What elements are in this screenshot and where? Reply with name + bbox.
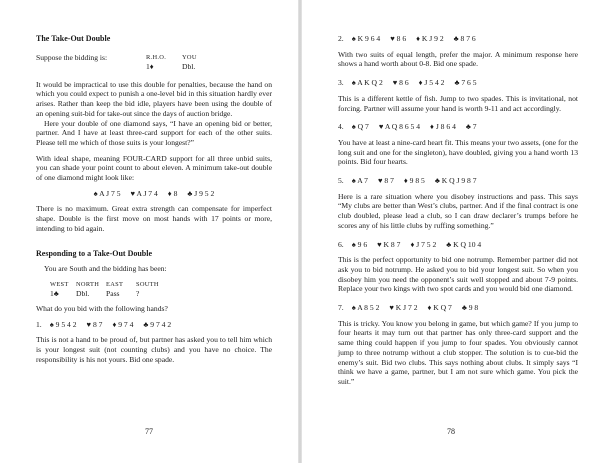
bid-value-south: ? (136, 288, 140, 298)
section-heading-take-out-double: The Take-Out Double (36, 34, 111, 43)
clubs-holding: ♣ 9 7 4 2 (143, 319, 172, 329)
paragraph: This is tricky. You know you belong in game, but which game? If you jump to four hearts it may turn out that partner has only three-card support and the same thing could happen if you jump to four spades. You obviously cannot jump to three notrump without a club stopper. The solution is to cue-bid the enemy’s suit. Bid two clubs. This says nothing about clubs. It simply says “I think we have a game, partner, but I am not sure which game. You pick the suit.” (338, 318, 578, 386)
bidding-intro: Suppose the bidding is: (36, 52, 108, 62)
bid-value-north: Dbl. (76, 288, 90, 298)
hand-number: 5. (338, 176, 344, 186)
spades-holding: ♠ A 7 (351, 176, 368, 186)
clubs-holding: ♣ J 9 5 2 (187, 188, 215, 198)
diamonds-holding: ♦ J 5 4 2 (418, 78, 445, 88)
hearts-holding: ♥ A J 7 4 (130, 188, 158, 198)
paragraph: Here your double of one diamond says, “I have an opening bid or better, partner. And I have at least three-card support for each of the other suits. Please tell me which of those suits is your longest?” (36, 118, 272, 147)
clubs-holding: ♣ 8 7 6 (453, 34, 476, 43)
bid-value-rho: 1♦ (146, 61, 154, 71)
page-number-right: 78 (447, 427, 455, 436)
question-text: What do you bid with the following hands? (36, 303, 168, 313)
hand-number: 2. (338, 34, 344, 43)
paragraph: There is no maximum. Great extra strength can compensate for imperfect shape. Double is the first move on most hands with 17 points or more, intending to bid again. (36, 204, 272, 233)
diamonds-holding: ♦ J 8 6 4 (430, 122, 456, 132)
hearts-holding: ♥ 8 6 (390, 34, 407, 43)
paragraph: This is a different kettle of fish. Jump to two spades. This is invitational, not forcing. Partner will assume your hand is worth 9-11 and act accordingly. (338, 93, 578, 113)
hand-number: 7. (338, 303, 344, 313)
diamonds-holding: ♦ 8 (167, 188, 178, 198)
diamonds-holding: ♦ 9 7 4 (112, 319, 134, 329)
bid-header-north: NORTH (76, 280, 100, 288)
bidding-intro-2: You are South and the bidding has been: (44, 264, 167, 274)
hearts-holding: ♥ K J 7 2 (389, 303, 418, 313)
clubs-holding: ♣ K Q 10 4 (446, 239, 482, 249)
hand-number: 1. (36, 319, 42, 329)
hand-6 (338, 240, 578, 250)
spades-holding: ♠ K 9 6 4 (351, 34, 381, 43)
hand-4 (338, 122, 578, 132)
paragraph: This is the perfect opportunity to bid one notrump. Remember partner did not ask you to bid notrump. He asked you to bid your longest suit. So when you disobey him you need the opponent’s suit well stopped and about 7-9 points. Replace your two kings with two spot cards and you would bid one diamond. (338, 255, 578, 294)
example-hand (36, 189, 272, 199)
bid-header-west: WEST (50, 280, 69, 288)
bid-value-you: Dbl. (182, 61, 196, 71)
bid-value-west: 1♣ (50, 288, 59, 298)
right-page-content (338, 34, 578, 387)
hand-3 (338, 78, 578, 88)
spades-holding: ♠ 9 6 (351, 239, 368, 249)
left-page (0, 0, 298, 463)
hand-5 (338, 176, 578, 186)
hand-1 (36, 320, 272, 330)
hand-number: 6. (338, 239, 344, 249)
paragraph: With two suits of equal length, prefer the major. A minimum response here shows a hand worth about 0-8. Bid one spade. (338, 49, 578, 69)
clubs-holding: ♣ 7 6 5 (454, 78, 477, 88)
diamonds-holding: ♦ K Q 7 (427, 303, 452, 313)
hearts-holding: ♥ 8 6 (392, 78, 409, 88)
hearts-holding: ♥ K 8 7 (377, 239, 401, 249)
hand-2 (338, 34, 578, 44)
bidding-table-2 (36, 280, 272, 298)
right-page (302, 0, 600, 463)
hand-number: 3. (338, 78, 344, 88)
paragraph: Here is a rare situation where you disobey instructions and pass. This says “My clubs are better than West’s clubs, partner. And if the final contract is one club doubled, please lead a club, so I can draw declarer’s trumps before he scores any of his little clubs by ruffing something.” (338, 191, 578, 230)
spades-holding: ♠ A K Q 2 (351, 78, 383, 88)
hand-7 (338, 303, 578, 313)
hearts-holding: ♥ A Q 8 6 5 4 (378, 122, 421, 132)
paragraph: With ideal shape, meaning FOUR-CARD support for all three unbid suits, you can shade your point count to about eleven. A minimum take-out double of one diamond might look like: (36, 153, 272, 183)
bid-header-you: YOU (182, 53, 197, 61)
hearts-holding: ♥ 8 7 (86, 319, 103, 329)
diamonds-holding: ♦ 9 8 5 (403, 176, 425, 186)
hearts-holding: ♥ 8 7 (377, 176, 394, 186)
paragraph: This is not a hand to be proud of, but partner has asked you to tell him which is your longest suit (not counting clubs) and you have no choice. The responsibility is his not yours. Bid one spade. (36, 335, 272, 364)
bid-header-south: SOUTH (136, 280, 159, 288)
section-heading-responding: Responding to a Take-Out Double (36, 248, 153, 258)
paragraph: You have at least a nine-card heart fit. This means your two assets, (one for the long suit and one for the singleton), have doubled, giving you a hand worth 13 points. Bid four hearts. (338, 137, 578, 167)
bidding-table-1 (146, 53, 222, 71)
hand-number: 4. (338, 122, 344, 132)
diamonds-holding: ♦ J 7 5 2 (410, 239, 437, 249)
spades-holding: ♠ A 8 5 2 (351, 303, 380, 313)
bid-header-rho: R.H.O. (146, 53, 167, 61)
diamonds-holding: ♦ K J 9 2 (416, 34, 444, 43)
bid-header-east: EAST (106, 280, 124, 288)
page-number-left: 77 (145, 427, 153, 436)
spades-holding: ♠ 9 5 4 2 (49, 319, 77, 329)
spades-holding: ♠ Q 7 (351, 122, 369, 132)
bid-value-east: Pass (106, 288, 120, 298)
clubs-holding: ♣ 9 8 (461, 303, 479, 313)
left-page-content (36, 34, 272, 364)
clubs-holding: ♣ 7 (465, 122, 477, 132)
spades-holding: ♠ A J 7 5 (93, 188, 121, 198)
clubs-holding: ♣ K Q J 9 8 7 (434, 176, 477, 186)
paragraph: It would be impractical to use this double for penalties, because the hand on which you could expect to punish a one-level bid in this situation hardly ever arises. Rather than keep the bid idle, players have been using the double of an opening suit-bid for take-out since the days of auction bridge. (36, 79, 272, 118)
